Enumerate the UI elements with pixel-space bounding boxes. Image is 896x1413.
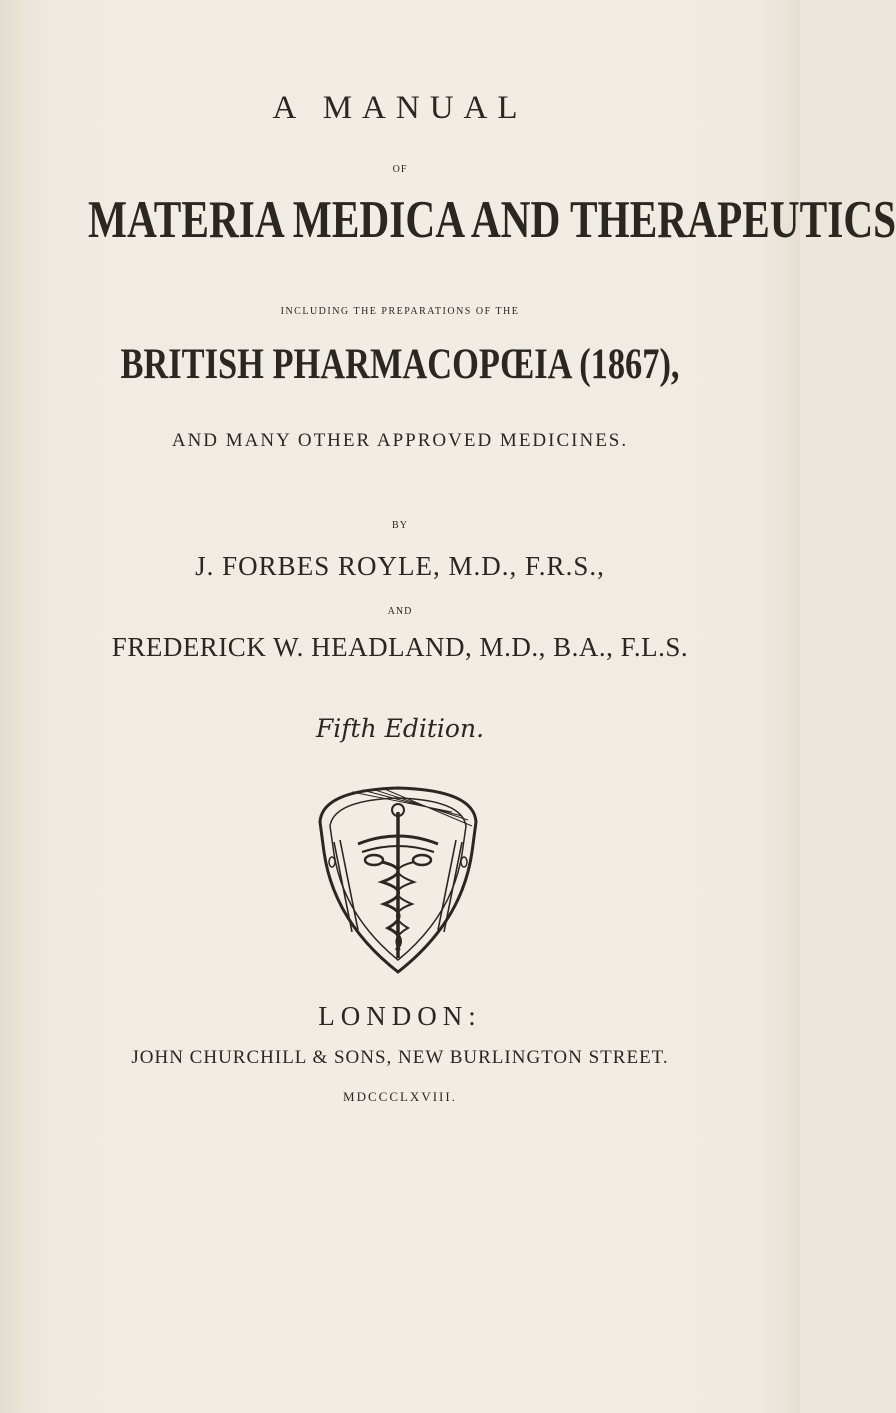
imprint-city: LONDON: [318, 1001, 482, 1031]
pharmacopoeia-title: BRITISH PHARMACOPŒIA (1867), [120, 341, 680, 388]
shield-caduceus-emblem-icon [312, 782, 484, 977]
imprint-publisher: JOHN CHURCHILL & SONS, NEW BURLINGTON STREET. [131, 1047, 669, 1068]
including-line: INCLUDING THE PREPARATIONS OF THE [280, 306, 520, 317]
by-line: BY [392, 520, 408, 531]
title-connector-of: OF [392, 164, 408, 175]
subtitle: AND MANY OTHER APPROVED MEDICINES. [171, 430, 629, 451]
and-line: AND [387, 606, 413, 617]
edition: Fifth Edition. [315, 714, 485, 743]
imprint-date: MDCCCLXVIII. [343, 1089, 457, 1104]
main-title: MATERIA MEDICA AND THERAPEUTICS [88, 191, 896, 249]
author-headland: FREDERICK W. HEADLAND, M.D., B.A., F.L.S. [111, 632, 689, 662]
title: A MANUAL [272, 90, 528, 126]
author-royle: J. FORBES ROYLE, M.D., F.R.S., [195, 551, 605, 581]
